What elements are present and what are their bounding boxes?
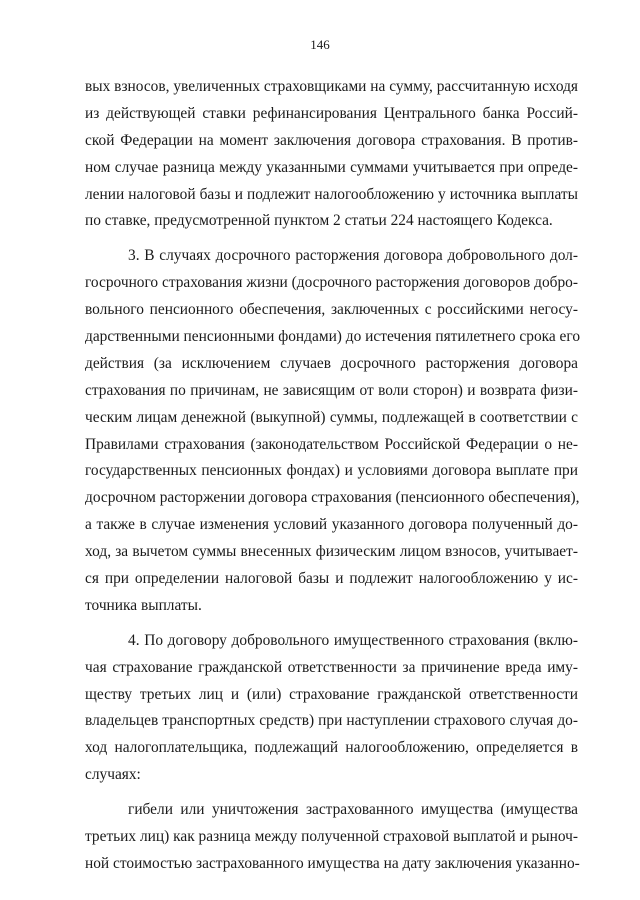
text-line: дарственными пенсионными фондами) до истечения пятилетнего срока его <box>85 328 581 346</box>
text-line: действия (за исключением случаев досрочного расторжения договора <box>85 354 578 372</box>
text-line: Правилами страхования (законодательством Российской Федерации о не- <box>85 435 578 453</box>
text-line: ной стоимостью застрахованного имущества на дату заключения указанно- <box>85 854 580 872</box>
text-line: вольного пенсионного обеспечения, заключенных с российскими негосу- <box>85 301 578 319</box>
text-line: 4. По договору добровольного имущественного страхования (вклю- <box>128 631 578 649</box>
text-line: владельцев транспортных средств) при наступлении страхового случая до- <box>85 712 578 730</box>
text-line: ход, за вычетом суммы внесенных физическим лицом взносов, учитывает- <box>85 543 578 561</box>
text-line: ской Федерации на момент заключения договора страхования. В против- <box>85 131 578 149</box>
text-line: госрочного страхования жизни (досрочного расторжения договоров добро- <box>85 274 578 292</box>
text-line: государственных пенсионных фондах) и условиями договора выплате при <box>85 462 578 480</box>
text-line: третьих лиц) как разница между полученной страховой выплатой и рыноч- <box>85 828 578 846</box>
paragraph-continuation <box>85 74 578 235</box>
paragraph-item-3 <box>85 243 581 619</box>
text-line: из действующей ставки рефинансирования Центрального банка Россий- <box>85 104 578 122</box>
text-line: а также в случае изменения условий указанного договора полученный до- <box>85 516 578 534</box>
text-line: ход налогоплательщика, подлежащий налогообложению, определяется в <box>85 739 578 757</box>
text-line: точника выплаты. <box>85 596 202 614</box>
text-line: ществу третьих лиц и (или) страхование гражданской ответственности <box>85 685 578 703</box>
paragraph-item-4 <box>85 628 578 789</box>
text-line: 3. В случаях досрочного расторжения договора добровольного дол- <box>128 247 578 265</box>
text-line: досрочном расторжении договора страхования (пенсионного обеспечения), <box>85 489 580 507</box>
text-line: по ставке, предусмотренной пунктом 2 статьи 224 настоящего Кодекса. <box>85 212 553 230</box>
text-line: ном случае разница между указанными суммами учитывается при опреде- <box>85 158 578 176</box>
page-number: 146 <box>310 37 330 52</box>
text-line: страхования по причинам, не зависящим от воли сторон) и возврата физи- <box>85 381 578 399</box>
text-line: вых взносов, увеличенных страховщиками на сумму, рассчитанную исходя <box>85 78 578 95</box>
text-line: ся при определении налоговой базы и подлежит налогообложению у ис- <box>85 570 578 588</box>
text-line: ческим лицам денежной (выкупной) суммы, подлежащей в соответствии с <box>85 408 578 426</box>
text-line: лении налоговой базы и подлежит налогообложению у источника выплаты <box>85 185 578 203</box>
text-line: чая страхование гражданской ответственности за причинение вреда иму- <box>85 658 578 676</box>
text-line: случаях: <box>85 766 141 784</box>
paragraph-subcase <box>85 797 578 878</box>
document-body <box>85 74 581 878</box>
text-line: гибели или уничтожения застрахованного имущества (имущества <box>128 801 578 819</box>
